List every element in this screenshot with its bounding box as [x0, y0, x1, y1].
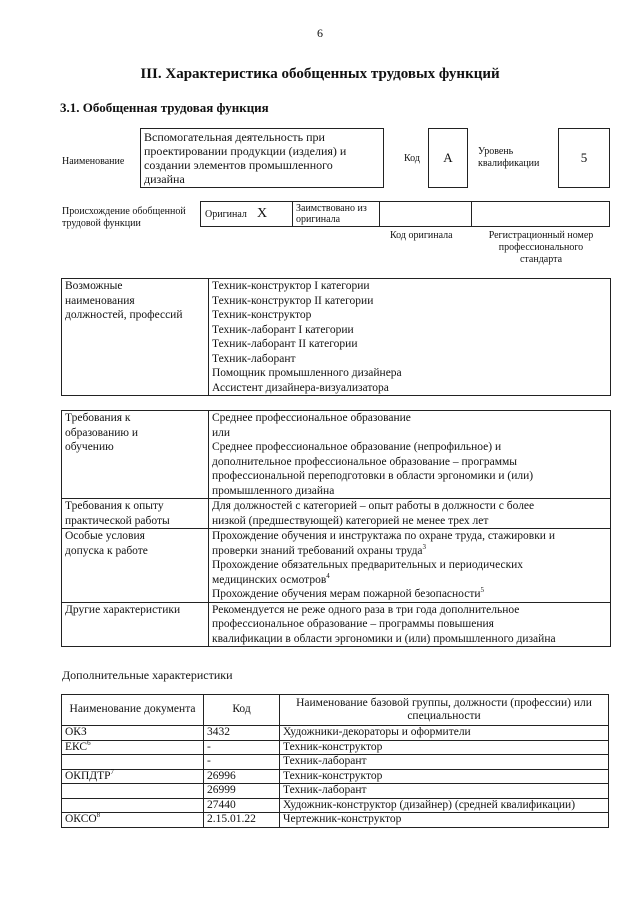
- positions-label-line: наименования: [65, 294, 135, 307]
- positions-list-cell: [209, 279, 611, 396]
- requirement-line: дополнительное профессиональное образование – программы: [212, 455, 517, 468]
- position-item: Техник-лаборант: [212, 352, 296, 365]
- function-name-line: дизайна: [144, 172, 185, 186]
- doc-cell: [62, 784, 204, 799]
- position-item: Техник-конструктор II категории: [212, 294, 374, 307]
- position-item: Ассистент дизайнера-визуализатора: [212, 381, 389, 394]
- requirement-line: Среднее профессиональное образование: [212, 412, 411, 424]
- doc-name: ОКСО: [65, 813, 97, 825]
- requirement-label-cell: [62, 499, 209, 529]
- doc-cell: [62, 769, 204, 784]
- reg-number-label-line: стандарта: [519, 254, 563, 265]
- requirement-line: Прохождение обязательных предварительных и периодических: [212, 559, 524, 571]
- doc-cell: [62, 726, 204, 741]
- occupation-cell: Чертежник-конструктор: [280, 813, 609, 828]
- section-title: III. Характеристика обобщенных трудовых функций: [140, 66, 500, 82]
- requirement-label-cell: [62, 529, 209, 603]
- reg-number-label-line: Регистрационный номер: [488, 230, 594, 241]
- doc-cell: [62, 740, 204, 755]
- occupation-cell: Техник-конструктор: [280, 769, 609, 784]
- additional-rows: [62, 726, 609, 828]
- table-row: [62, 279, 611, 396]
- requirement-label-line: Другие характеристики: [65, 603, 181, 616]
- table-row: [62, 499, 611, 529]
- table-row: [62, 411, 611, 499]
- table-row: [62, 784, 609, 799]
- function-name-box: [140, 128, 384, 188]
- name-label: Наименование: [62, 156, 125, 167]
- table-row: [62, 740, 609, 755]
- doc-cell: [62, 813, 204, 828]
- doc-name: ОКПДТР: [65, 769, 111, 782]
- occupation-cell: Художник-конструктор (дизайнер) (средней квалификации): [280, 798, 609, 813]
- footnote-ref: 7: [110, 767, 115, 776]
- positions-label-cell: [62, 279, 209, 396]
- borrowed-label: [296, 203, 367, 225]
- requirement-label-cell: [62, 411, 209, 499]
- position-item: Техник-конструктор I категории: [212, 280, 370, 292]
- requirement-line: [212, 587, 607, 602]
- origin-label-line: Происхождение обобщенной: [62, 206, 186, 217]
- borrowed-label-line: оригинала: [296, 214, 341, 225]
- table-row: [62, 755, 609, 770]
- header-cell: Наименование базовой группы, должности (профессии) или специальности: [280, 695, 609, 726]
- function-name-line: создании элементов промышленного: [144, 158, 333, 172]
- subsection-title: 3.1. Обобщенная трудовая функция: [60, 100, 269, 115]
- requirement-label-line: Требования к: [65, 412, 131, 424]
- requirement-label-cell: [62, 602, 209, 647]
- requirement-line: квалификации в области эргономики и (или) промышленного дизайна: [212, 632, 556, 645]
- footnote-ref: 5: [480, 586, 485, 595]
- requirement-line: профессиональное образование – программы повышения: [212, 618, 494, 630]
- reg-number-label: [476, 230, 606, 266]
- occupation-cell: Техник-конструктор: [280, 740, 609, 755]
- doc-cell: [62, 798, 204, 813]
- code-cell: -: [204, 740, 280, 755]
- borrowed-label-line: Заимствовано из: [296, 203, 367, 214]
- requirement-label-line: образованию и: [65, 426, 138, 439]
- reg-number-label-line: профессионального: [498, 242, 584, 253]
- level-label: [478, 146, 539, 170]
- position-item: Помощник промышленного дизайнера: [212, 367, 402, 379]
- origin-table: [200, 201, 610, 227]
- requirement-line: Среднее профессиональное образование (непрофильное) и: [212, 441, 502, 453]
- footnote-ref: 3: [422, 542, 427, 551]
- function-name-line: Вспомогательная деятельность при: [144, 130, 325, 144]
- requirement-line: [212, 573, 607, 588]
- position-item: Техник-конструктор: [212, 309, 312, 321]
- requirement-line-text: медицинских осмотров: [212, 573, 327, 586]
- header-cell: Код: [204, 695, 280, 726]
- table-row: [62, 529, 611, 603]
- table-row: [62, 813, 609, 828]
- requirement-label-line: Особые условия: [65, 530, 145, 542]
- requirement-line: Для должностей с категорией – опыт работы в должности с более: [212, 500, 535, 512]
- additional-table: [61, 694, 609, 828]
- doc-name: ОКЗ: [65, 726, 87, 738]
- position-item: Техник-лаборант II категории: [212, 338, 358, 350]
- requirements-table: [61, 410, 611, 647]
- table-row: [62, 726, 609, 741]
- requirement-line: [212, 544, 607, 559]
- header-cell: Наименование документа: [62, 695, 204, 726]
- footnote-ref: 6: [87, 738, 91, 747]
- additional-title: Дополнительные характеристики: [62, 668, 233, 682]
- requirement-text-cell: [209, 602, 611, 647]
- code-value-box: А: [428, 128, 468, 188]
- table-row: [62, 602, 611, 647]
- positions-table: [61, 278, 611, 396]
- code-cell: 26996: [204, 769, 280, 784]
- doc-cell: [62, 755, 204, 770]
- function-name-line: проектировании продукции (изделия) и: [144, 144, 347, 158]
- requirement-text-cell: [209, 499, 611, 529]
- original-label: Оригинал: [205, 209, 247, 220]
- requirement-label-line: обучению: [65, 441, 114, 453]
- requirement-label-line: Требования к опыту: [65, 500, 164, 512]
- occupation-cell: Художники-декораторы и оформители: [280, 726, 609, 741]
- requirement-text-cell: [209, 529, 611, 603]
- occupation-cell: Техник-лаборант: [280, 755, 609, 770]
- origin-label: [62, 206, 186, 230]
- positions-label-line: должностей, профессий: [65, 309, 183, 321]
- table-row: [62, 798, 609, 813]
- level-label-line: квалификации: [478, 158, 540, 169]
- requirement-label-line: допуска к работе: [65, 544, 148, 557]
- requirement-line: Рекомендуется не реже одного раза в три года дополнительное: [212, 603, 520, 616]
- positions-label-line: Возможные: [65, 280, 123, 292]
- table-row: [62, 769, 609, 784]
- requirement-line: Прохождение обучения и инструктажа по охране труда, стажировки и: [212, 530, 555, 542]
- code-cell: 27440: [204, 798, 280, 813]
- requirement-line: профессиональной переподготовки в области эргономики и (или): [212, 470, 534, 482]
- requirement-line: или: [212, 426, 231, 439]
- requirement-line-text: Прохождение обучения мерам пожарной безопасности: [212, 588, 481, 600]
- code-cell: 26999: [204, 784, 280, 799]
- code-original-label: Код оригинала: [390, 230, 453, 241]
- code-cell: 3432: [204, 726, 280, 741]
- page-number: 6: [317, 26, 323, 40]
- requirement-line: низкой (предшествующей) категорией не менее трех лет: [212, 514, 489, 527]
- position-item: Техник-лаборант I категории: [212, 323, 354, 336]
- code-cell: -: [204, 755, 280, 770]
- origin-label-line: трудовой функции: [62, 218, 141, 229]
- code-label: Код: [404, 153, 420, 164]
- requirement-line-text: проверки знаний требований охраны труда: [212, 544, 423, 557]
- requirement-line: промышленного дизайна: [212, 484, 335, 497]
- footnote-ref: 4: [326, 571, 330, 580]
- footnote-ref: 8: [96, 811, 101, 820]
- code-cell: 2.15.01.22: [204, 813, 280, 828]
- requirement-label-line: практической работы: [65, 514, 170, 527]
- table-header-row: [62, 695, 609, 726]
- level-label-line: Уровень: [478, 146, 514, 157]
- occupation-cell: Техник-лаборант: [280, 784, 609, 799]
- original-mark: X: [257, 206, 268, 221]
- level-value-box: 5: [558, 128, 610, 188]
- doc-name: ЕКС: [65, 740, 88, 753]
- requirement-text-cell: [209, 411, 611, 499]
